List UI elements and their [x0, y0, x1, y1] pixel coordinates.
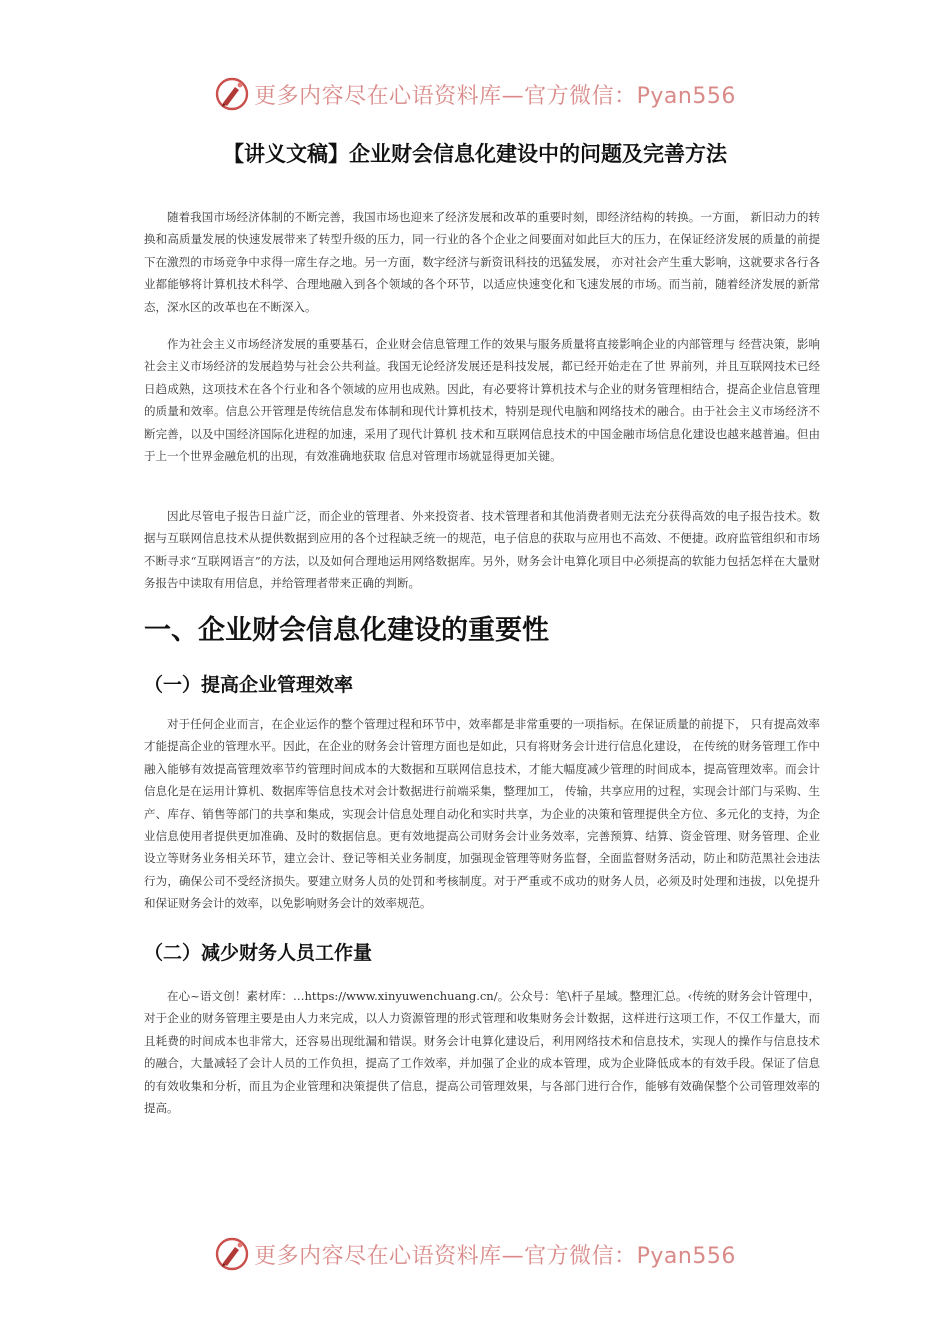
banner-text: 更多内容尽在心语资料库—官方微信：Pyan556: [254, 1243, 736, 1269]
pen-logo-icon: [214, 1236, 250, 1272]
section-heading: 一、企业财会信息化建设的重要性: [144, 615, 549, 646]
intro-section: [144, 206, 820, 318]
subsection-1-paragraph: 对于任何企业而言，在企业运作的整个管理过程和环节中，效率都是非常重要的一项指标。在保证质量的前提下， 只有提高效率才能提高企业的管理水平。因此，在企业的财务会计管理方面也是如此，只有将财务会计进行信息化建设， 在传统的财务管理工作中融入能够有效提高管理效率节约管理时间成本的大数据和互联网信息技术，才能大幅度减少管理的时间成本，提高管理效率。而会计信息化是在运用计算机、数据库等信息技术对会计数据进行前端采集，整理加工， 传输，共享应用的过程，实现会计部门与采购、生产、库存、销售等部门的共享和集成，实现会计信息处理自动化和实时共享，为企业的决策和管理提供全方位、多元化的支持，为企业信息使用者提供更加准确、及时的数据信息。更有效地提高公司财务会计业务效率，完善预算、结算、资金管理、财务管理、企业设立等财务业务相关环节，建立会计、登记等相关业务制度，加强现金管理等财务监督，全面监督财务活动，防止和防范黑社会违法行为，确保公司不受经济损失。要建立财务人员的处罚和考核制度。对于严重或不成功的财务人员，必须及时处理和违拔，以免提升和保证财务会计的效率，以免影响财务会计的效率规范。: [144, 717, 820, 911]
banner-text: 更多内容尽在心语资料库—官方微信：Pyan556: [254, 83, 736, 109]
subsection-2-body: [144, 985, 820, 1119]
intro-paragraph-2: 作为社会主义市场经济发展的重要基石，企业财会信息管理工作的效果与服务质量将直接影响企业的内部管理与 经营决策，影响社会主义市场经济的发展趋势与社会公共利益。我国无论经济发展还是科技发展，都已经开始走在了世 界前列，并且互联网技术已经日趋成熟，这项技术在各个行业和各个领域的应用也成熟。因此，有必要将计算机技术与企业的财务管理相结合，提高企业信息管理的质量和效率。信息公开管理是传统信息发布体制和现代计算机技术，特别是现代电脑和网络技术的融合。由于社会主义市场经济不断完善，以及中国经济国际化进程的加速，采用了现代计算机 技术和互联网信息技术的中国金融市场信息化建设也越来越普遍。但由于上一个世界金融危机的出现，有效准确地获取 信息对管理市场就显得更加关键。: [144, 337, 820, 464]
intro-section-2: [144, 333, 820, 467]
intro-paragraph-1: 随着我国市场经济体制的不断完善，我国市场也迎来了经济发展和改革的重要时刻，即经济结构的转换。一方面， 新旧动力的转换和高质量发展的快速发展带来了转型升级的压力，同一行业的各个企业之间要面对如此巨大的压力，在保证经济发展的质量的前提下在激烈的市场竞争中求得一席生存之地。另一方面，数字经济与新资讯科技的迅猛发展， 亦对社会产生重大影响，这就要求各行各业都能够将计算机技术科学、合理地融入到各个领域的各个环节，以适应快速变化和飞速发展的市场。而当前，随着经济发展的新常态，深水区的改革也在不断深入。: [144, 210, 820, 314]
footer-banner: [0, 1234, 950, 1274]
intro-paragraph-3: 因此尽管电子报告日益广泛，而企业的管理者、外来投资者、技术管理者和其他消费者则无法充分获得高效的电子报告技术。数据与互联网信息技术从提供数据到应用的各个过程缺乏统一的规范，电子信息的获取与应用也不高效、不便捷。政府监管组织和市场不断寻求“互联网语言”的方法，以及如何合理地运用网络数据库。另外，财务会计电算化项目中必须提高的软能力包括怎样在大量财务报告中读取有用信息，并给管理者带来正确的判断。: [144, 509, 820, 591]
intro-section-3: [144, 505, 820, 595]
subsection-2-paragraph: 在心~语文创！素材库：…https://www.xinyuwenchuang.cn/。公众号：笔\杆子星域。整理汇总。‹传统的财务会计管理中，对于企业的财务管理主要是由人力来完成，以人力资源管理的形式管理和收集财务会计数据，这样进行这项工作，不仅工作量大，而且耗费的时间成本也非常大，还容易出现纰漏和错误。财务会计电算化建设后，利用网络技术和信息技术，实现人的操作与信息技术的融合，大量减轻了会计人员的工作负担，提高了工作效率，并加强了企业的成本管理，成为企业降低成本的有效手段。保证了信息的有效收集和分析，而且为企业管理和决策提供了信息，提高公司管理效果，与各部门进行合作，能够有效确保整个公司管理效率的提高。: [144, 989, 820, 1116]
pen-logo-icon: [214, 76, 250, 112]
header-banner: [0, 74, 950, 114]
subsection-1-body: [144, 713, 820, 915]
document-title: 【讲义文稿】企业财会信息化建设中的问题及完善方法: [223, 142, 727, 166]
subsection-heading-2: （二）减少财务人员工作量: [144, 942, 373, 964]
subsection-heading-1: （一）提高企业管理效率: [144, 674, 354, 696]
